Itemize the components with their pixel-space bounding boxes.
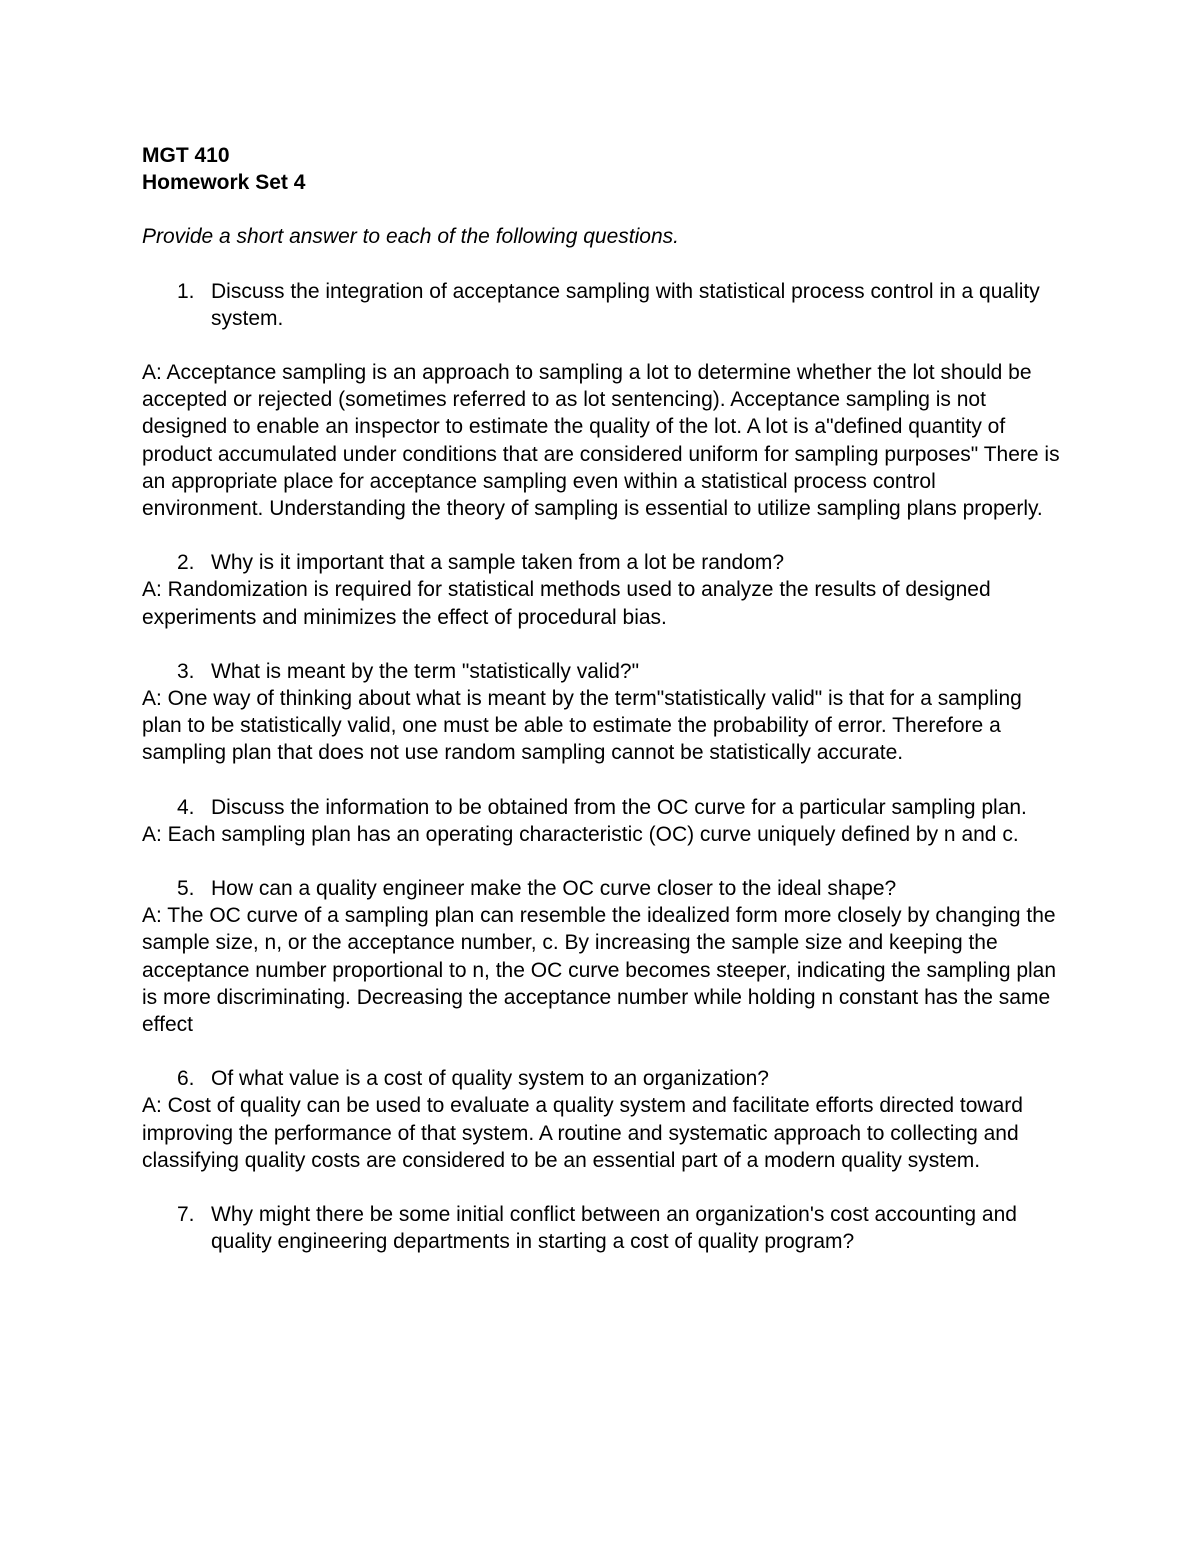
question-1 <box>142 278 1062 332</box>
question-text: Why might there be some initial conflict between an organization's cost accounting and quality engineering departments in starting a cost of quality program? <box>211 1203 1017 1254</box>
question-text: What is meant by the term "statistically valid?" <box>211 659 640 683</box>
question-5 <box>142 875 1062 902</box>
qa-block-6 <box>142 1065 1062 1174</box>
question-6 <box>142 1065 1062 1092</box>
question-text: Of what value is a cost of quality system to an organization? <box>211 1067 769 1091</box>
instructions-text: Provide a short answer to each of the following questions. <box>142 225 679 249</box>
question-number: 7. <box>177 1203 195 1227</box>
question-number: 2. <box>177 551 195 575</box>
question-7 <box>142 1201 1062 1255</box>
question-text: Why is it important that a sample taken from a lot be random? <box>211 551 785 575</box>
question-4 <box>142 794 1062 821</box>
answer-6: A: Cost of quality can be used to evaluate a quality system and facilitate efforts directed toward improving the performance of that system. A routine and systematic approach to collecting and classifying quality costs are considered to be an essential part of a modern quality system. <box>142 1094 1023 1172</box>
answer-3: A: One way of thinking about what is meant by the term"statistically valid" is that for a sampling plan to be statistically valid, one must be able to estimate the probability of error. Therefore a sampling plan that does not use random sampling cannot be statistically accurate. <box>142 687 1022 765</box>
course-title: MGT 410 <box>142 144 230 167</box>
qa-block-2 <box>142 549 1062 631</box>
answer-5: A: The OC curve of a sampling plan can resemble the idealized form more closely by changing the sample size, n, or the acceptance number, c. By increasing the sample size and keeping the acceptance number proportional to n, the OC curve becomes steeper, indicating the sampling plan is more discriminating. Decreasing the acceptance number while holding n constant has the same effect <box>142 904 1057 1037</box>
answer-1: A: Acceptance sampling is an approach to sampling a lot to determine whether the lot should be accepted or rejected (sometimes referred to as lot sentencing). Acceptance sampling is not designed to enable an inspector to estimate the quality of the lot. A lot is a"defined quantity of product accumulated under conditions that are considered uniform for sampling purposes" There is an appropriate place for acceptance sampling even within a statistical process control environment. Understanding the theory of sampling is essential to utilize sampling plans properly. <box>142 361 1060 521</box>
answer-4: A: Each sampling plan has an operating characteristic (OC) curve uniquely defined by n and c. <box>142 822 1019 846</box>
document-page <box>142 142 1062 1283</box>
qa-block-5 <box>142 875 1062 1038</box>
question-text: How can a quality engineer make the OC curve closer to the ideal shape? <box>211 877 897 901</box>
qa-block-3 <box>142 658 1062 767</box>
assignment-title: Homework Set 4 <box>142 171 306 195</box>
qa-block-1 <box>142 278 1062 523</box>
question-number: 4. <box>177 795 195 819</box>
qa-block-7 <box>142 1201 1062 1255</box>
qa-block-4 <box>142 794 1062 848</box>
answer-2: A: Randomization is required for statistical methods used to analyze the results of designed experiments and minimizes the effect of procedural bias. <box>142 578 991 629</box>
question-number: 3. <box>177 659 195 683</box>
question-number: 6. <box>177 1067 195 1091</box>
question-number: 1. <box>177 279 195 303</box>
question-text: Discuss the integration of acceptance sampling with statistical process control in a quality system. <box>211 279 1040 330</box>
question-number: 5. <box>177 877 195 901</box>
question-2 <box>142 549 1062 576</box>
question-text: Discuss the information to be obtained from the OC curve for a particular sampling plan. <box>211 795 1027 819</box>
question-3 <box>142 658 1062 685</box>
